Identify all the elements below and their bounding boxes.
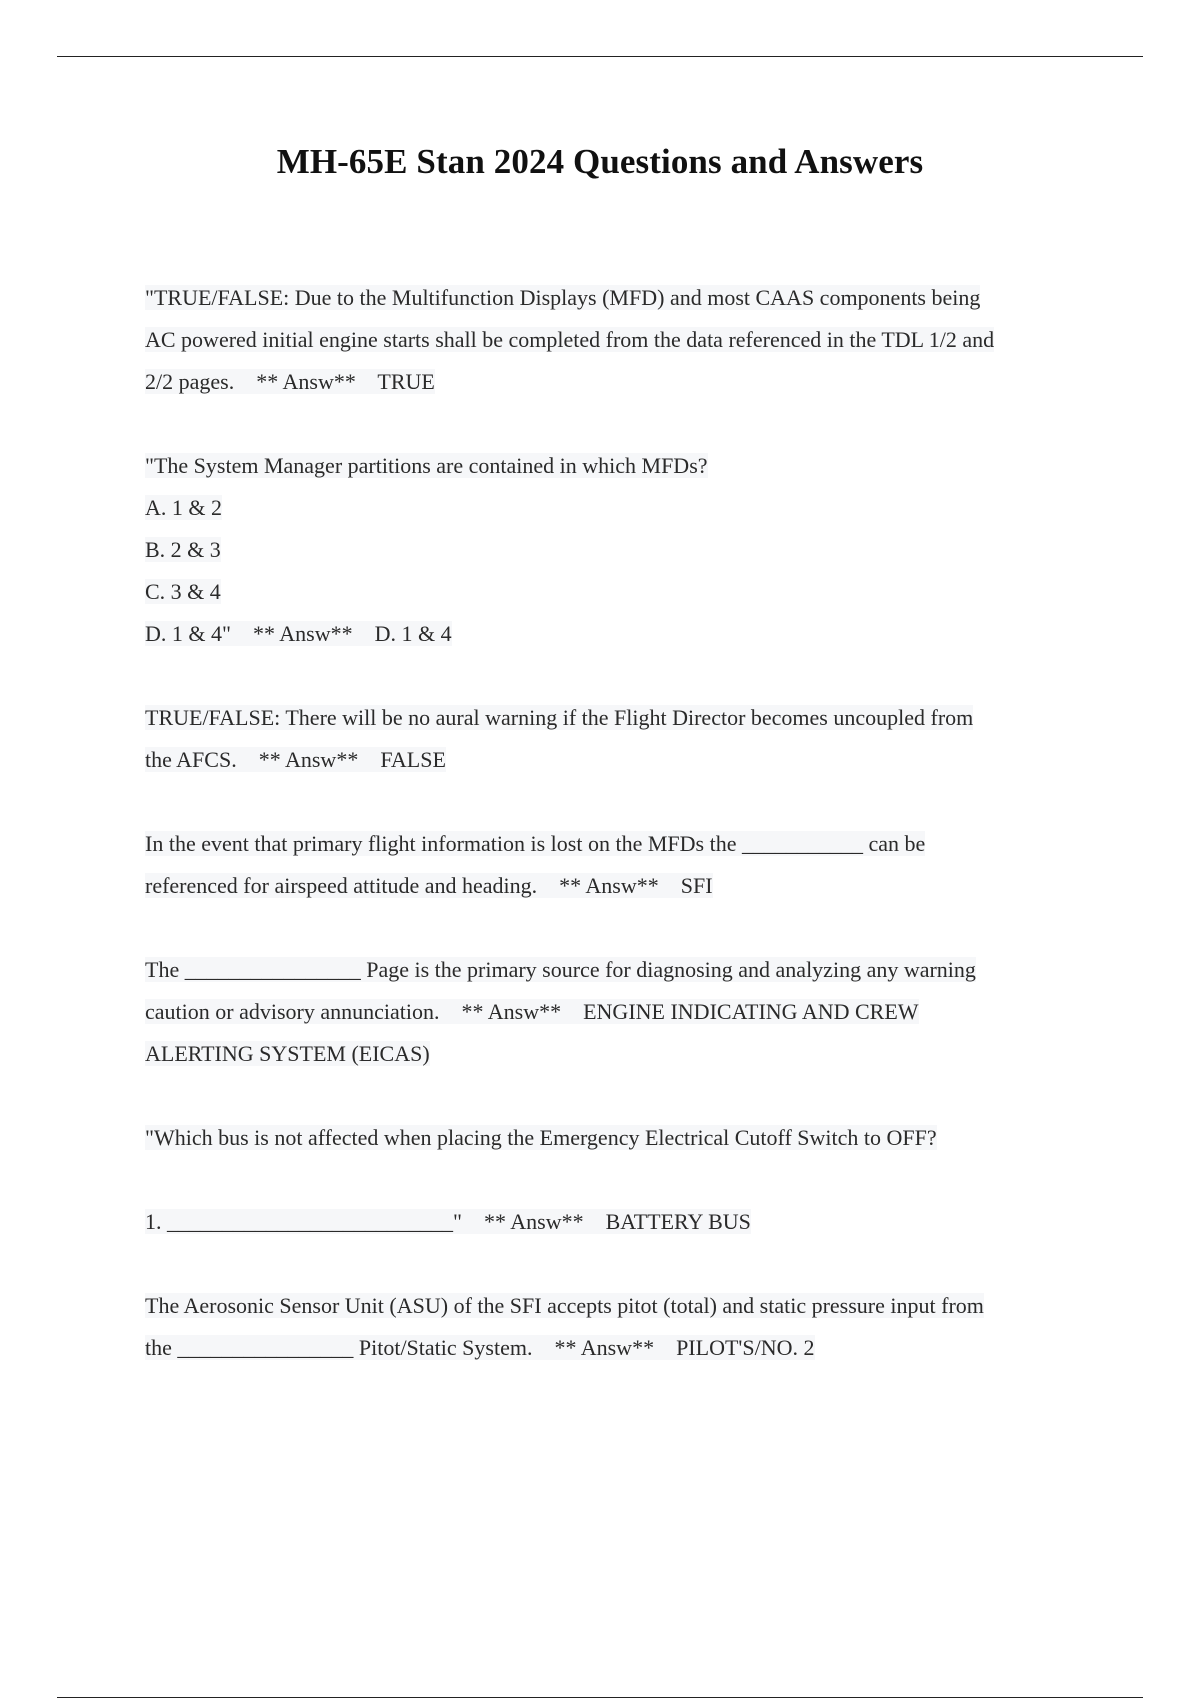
qa-line: "TRUE/FALSE: Due to the Multifunction Displays (MFD) and most CAAS components being — [145, 285, 981, 310]
qa-line: In the event that primary flight information is lost on the MFDs the ___________ can be — [145, 831, 926, 856]
qa-line: The ________________ Page is the primary source for diagnosing and analyzing any warning — [145, 957, 976, 982]
qa-item-7 — [145, 1201, 1085, 1243]
qa-line: 2/2 pages. ** Answ** TRUE — [145, 369, 435, 394]
qa-line: referenced for airspeed attitude and heading. ** Answ** SFI — [145, 873, 713, 898]
qa-line: the ________________ Pitot/Static System. ** Answ** PILOT'S/NO. 2 — [145, 1335, 815, 1360]
qa-line: 1. __________________________" ** Answ** BATTERY BUS — [145, 1209, 751, 1234]
qa-line: C. 3 & 4 — [145, 579, 221, 604]
footer-rule — [57, 1697, 1143, 1698]
qa-item-3 — [145, 697, 1085, 781]
qa-line: TRUE/FALSE: There will be no aural warning if the Flight Director becomes uncoupled from — [145, 705, 974, 730]
qa-line: AC powered initial engine starts shall be completed from the data referenced in the TDL 1/2 and — [145, 327, 995, 352]
qa-item-2 — [145, 445, 1085, 655]
header-rule — [57, 56, 1143, 57]
document-title: MH-65E Stan 2024 Questions and Answers — [276, 142, 924, 181]
qa-item-4 — [145, 823, 1085, 907]
qa-line: B. 2 & 3 — [145, 537, 221, 562]
qa-line: the AFCS. ** Answ** FALSE — [145, 747, 446, 772]
qa-line: caution or advisory annunciation. ** Answ** ENGINE INDICATING AND CREW — [145, 999, 919, 1024]
qa-line: D. 1 & 4" ** Answ** D. 1 & 4 — [145, 621, 452, 646]
qa-line: ALERTING SYSTEM (EICAS) — [145, 1041, 430, 1066]
qa-item-6 — [145, 1117, 1085, 1159]
qa-item-8 — [145, 1285, 1085, 1369]
qa-line: "The System Manager partitions are contained in which MFDs? — [145, 453, 708, 478]
qa-item-1 — [145, 277, 1085, 403]
qa-item-5 — [145, 949, 1085, 1075]
qa-line: A. 1 & 2 — [145, 495, 222, 520]
qa-line: The Aerosonic Sensor Unit (ASU) of the SFI accepts pitot (total) and static pressure input from — [145, 1293, 984, 1318]
qa-list — [145, 277, 1085, 1411]
qa-line: "Which bus is not affected when placing the Emergency Electrical Cutoff Switch to OFF? — [145, 1125, 937, 1150]
